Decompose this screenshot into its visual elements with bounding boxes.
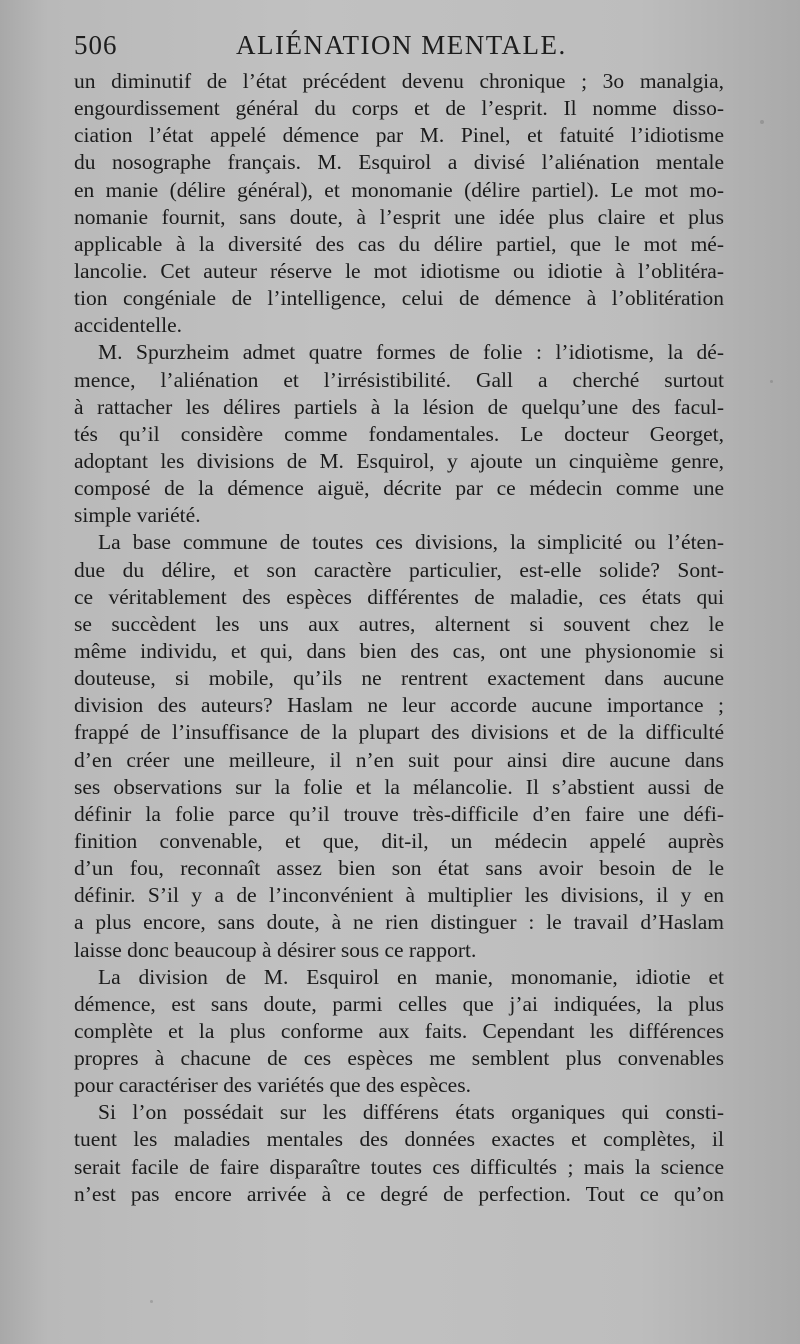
running-title: ALIÉNATION MENTALE. — [236, 30, 567, 60]
text-line: douteuse, si mobile, qu’ils ne rentrent exactement dans aucune — [74, 666, 724, 691]
text-line: démence, est sans doute, parmi celles que j’ai indiquées, la plus — [74, 991, 724, 1016]
text-line: en manie (délire général), et monomanie (délire partiel). Le mot mo- — [74, 177, 724, 202]
text-line: due du délire, et son caractère particulier, est-elle solide? Sont- — [74, 557, 724, 582]
text-line: du nosographe français. M. Esquirol a divisé l’aliénation mentale — [74, 150, 724, 175]
text-line: simple variété. — [74, 503, 201, 528]
text-line: applicable à la diversité des cas du délire partiel, que le mot mé- — [74, 231, 724, 256]
text-line: laisse donc beaucoup à désirer sous ce rapport. — [74, 937, 477, 962]
paper-speck — [760, 120, 764, 124]
paragraph — [74, 529, 724, 963]
page-number: 506 — [74, 30, 118, 60]
text-line: La base commune de toutes ces divisions, la simplicité ou l’éten- — [98, 530, 724, 555]
text-line: finition convenable, et que, dit-il, un médecin appelé auprès — [74, 828, 724, 853]
text-line: définir la folie parce qu’il trouve très-difficile d’en faire une défi- — [74, 801, 724, 826]
text-line: ses observations sur la folie et la mélancolie. Il s’abstient aussi de — [74, 774, 724, 799]
text-line: d’en créer une meilleure, il n’en suit pour ainsi dire aucune dans — [74, 747, 724, 772]
text-line: M. Spurzheim admet quatre formes de folie : l’idiotisme, la dé- — [98, 340, 724, 365]
paragraph — [74, 339, 724, 529]
text-line: ciation l’état appelé démence par M. Pinel, et fatuité l’idiotisme — [74, 123, 724, 148]
text-line: adoptant les divisions de M. Esquirol, y ajoute un cinquième genre, — [74, 448, 724, 473]
text-line: pour caractériser des variétés que des espèces. — [74, 1073, 471, 1098]
paragraph — [74, 1099, 724, 1208]
paper-speck — [150, 1300, 153, 1303]
text-line: La division de M. Esquirol en manie, monomanie, idiotie et — [98, 964, 724, 989]
paragraph — [74, 964, 724, 1100]
text-line: tuent les maladies mentales des données exactes et complètes, il — [74, 1127, 724, 1152]
text-line: se succèdent les uns aux autres, alternent si souvent chez le — [74, 611, 724, 636]
text-line: définir. S’il y a de l’inconvénient à multiplier les divisions, il y en — [74, 883, 724, 908]
text-line: mence, l’aliénation et l’irrésistibilité. Gall a cherché surtout — [74, 367, 724, 392]
text-line: tés qu’il considère comme fondamentales. Le docteur Georget, — [74, 421, 724, 446]
text-line: propres à chacune de ces espèces me semblent plus convenables — [74, 1046, 724, 1071]
text-line: un diminutif de l’état précédent devenu chronique ; 3o manalgia, — [74, 69, 724, 93]
paragraph — [74, 68, 724, 339]
text-line: ce véritablement des espèces différentes de maladie, ces états qui — [74, 584, 724, 609]
text-line: n’est pas encore arrivée à ce degré de perfection. Tout ce qu’on — [74, 1181, 724, 1206]
page-header — [74, 30, 724, 68]
body-text — [74, 68, 724, 1208]
text-line: d’un fou, reconnaît assez bien son état sans avoir besoin de le — [74, 856, 724, 881]
text-line: complète et la plus conforme aux faits. Cependant les différences — [74, 1018, 724, 1043]
text-line: composé de la démence aiguë, décrite par ce médecin comme une — [74, 476, 724, 501]
text-line: lancolie. Cet auteur réserve le mot idiotisme ou idiotie à l’oblitéra- — [74, 258, 724, 283]
text-line: Si l’on possédait sur les différens états organiques qui consti- — [98, 1100, 724, 1125]
text-line: tion congéniale de l’intelligence, celui de démence à l’oblitération — [74, 286, 724, 311]
text-line: engourdissement général du corps et de l’esprit. Il nomme disso- — [74, 96, 724, 121]
text-line: frappé de l’insuffisance de la plupart des divisions et de la difficulté — [74, 720, 724, 745]
text-line: division des auteurs? Haslam ne leur accorde aucune importance ; — [74, 693, 724, 718]
text-line: accidentelle. — [74, 313, 183, 338]
text-line: même individu, et qui, dans bien des cas, ont une physionomie si — [74, 638, 724, 663]
text-line: nomanie fournit, sans doute, à l’esprit une idée plus claire et plus — [74, 204, 724, 229]
text-line: serait facile de faire disparaître toutes ces difficultés ; mais la science — [74, 1154, 724, 1179]
text-line: à rattacher les délires partiels à la lésion de quelqu’une des facul- — [74, 394, 724, 419]
paper-speck — [770, 380, 773, 383]
text-line: a plus encore, sans doute, à ne rien distinguer : le travail d’Haslam — [74, 910, 724, 935]
